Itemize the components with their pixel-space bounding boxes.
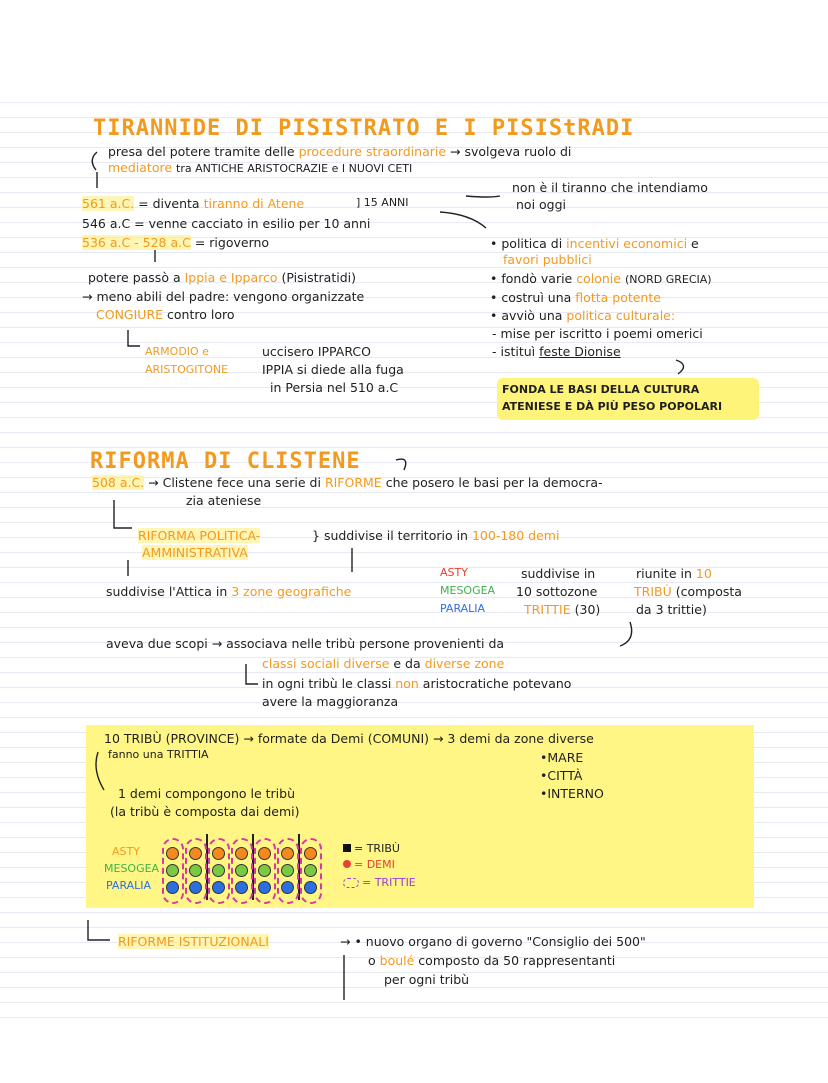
grid-label-asty: ASTY (112, 845, 140, 858)
intro-text-2: svolgeva ruolo di (464, 144, 572, 159)
classi-b: e da (393, 656, 421, 671)
date-546: 546 a.C = venne cacciato in esilio per 10 anni (82, 216, 371, 231)
bullet-4: • avviò una politica culturale: (490, 308, 676, 323)
potere-a: potere passò a (88, 270, 181, 285)
bullet-4-b: politica culturale: (566, 308, 676, 323)
zone-mare: •MARE (540, 750, 584, 765)
zone-asty: ASTY (440, 566, 468, 579)
intro-text: presa del potere tramite delle (108, 144, 295, 159)
grid-label-mesogea: MESOGEA (104, 862, 160, 875)
boule-o: o (368, 953, 376, 968)
arrow-armodio (128, 330, 140, 346)
per-ogni-tribu: per ogni tribù (384, 972, 470, 987)
not-tyrant-2: noi oggi (516, 197, 567, 212)
ceti-text: tra ANTICHE ARISTOCRAZIE e I NUOVI CETI (176, 162, 413, 175)
section1-intro-line1: presa del potere tramite delle procedure straordinarie → svolgeva ruolo di (108, 144, 572, 159)
riunite-a: riunite in (636, 566, 692, 581)
intro2-b: RIFORME (324, 475, 382, 490)
bullet-3-b: flotta potente (575, 290, 661, 305)
riunite-b: 10 (695, 566, 712, 581)
years-15-label: 15 ANNI (363, 196, 409, 209)
ogni-b: non (395, 676, 419, 691)
meno-line: → meno abili del padre: vengono organizzate (82, 289, 365, 304)
intro2-a: Clistene fece una serie di (162, 475, 321, 490)
date-561-text: = diventa (138, 196, 200, 211)
bullet-1-c: e (691, 236, 699, 251)
tribu-label: TRIBÙ (634, 584, 672, 599)
box-line2: fanno una TRITTIA (108, 748, 209, 761)
suddivise-a: suddivise il territorio in (323, 528, 468, 543)
zone-interno: •INTERNO (540, 786, 604, 801)
bullet-6-b: feste Dionise (539, 344, 621, 359)
legend-demi-label: = DEMI (354, 858, 395, 871)
bullet-2-a: fondò varie (501, 271, 573, 286)
box-line4: (la tribù è composta dai demi) (110, 804, 300, 819)
box-line1-b: → formate da Demi (COMUNI) → 3 demi da zone diverse (243, 731, 594, 746)
scopi-line: aveva due scopi → associava nelle tribù persone provenienti da (106, 636, 505, 651)
bullet-3-a: costruì una (501, 290, 572, 305)
mediatore: mediatore (108, 160, 173, 175)
bullet-6-a: - istituì (492, 344, 536, 359)
arrow-riforma (114, 500, 132, 528)
sottozone-2: 10 sottozone (516, 584, 598, 599)
callout-line2: ATENIESE E DÀ PIÙ PESO POPOLARI (502, 400, 723, 413)
boule-rest: composto da 50 rappresentanti (418, 953, 616, 968)
persia: in Persia nel 510 a.C (270, 380, 399, 395)
uccisero: uccisero IPPARCO (262, 344, 371, 359)
clistene-intro: 508 a.C. → Clistene fece una serie di RIFORME che posero le basi per la democra- (92, 475, 603, 490)
bullet-2-b: colonie (576, 271, 621, 286)
maggioranza: avere la maggioranza (262, 694, 399, 709)
congiure-a: CONGIURE (96, 307, 164, 322)
bullet-3: • costruì una flotta potente (490, 290, 661, 305)
ogni-a: in ogni tribù le classi (262, 676, 392, 691)
date-561-role: tiranno di Atene (203, 196, 305, 211)
bullet-1-d: favori pubblici (503, 252, 592, 267)
riforme-istituzionali: RIFORME ISTITUZIONALI (118, 934, 269, 949)
date-508: 508 a.C. (92, 475, 145, 490)
classi-c: diverse zone (424, 656, 505, 671)
arrow-right-1 (466, 196, 500, 197)
bullet-2: • fondò varie colonie (NORD GRECIA) (490, 271, 712, 286)
not-tyrant-1: non è il tiranno che intendiamo (512, 180, 708, 195)
arrow-scopi (620, 622, 632, 646)
grid-label-paralia: PARALIA (106, 879, 152, 892)
legend-trittie-label: = TRITTIE (362, 876, 416, 889)
congiure-b: contro loro (167, 307, 235, 322)
boule-word: boulé (379, 953, 415, 968)
arrow-right-2 (440, 212, 486, 228)
callout-line1: FONDA LE BASI DELLA CULTURA (502, 383, 700, 396)
arrow-box (96, 752, 104, 790)
intro-highlight: procedure straordinarie (298, 144, 447, 159)
ogni-c: aristocratiche potevano (422, 676, 572, 691)
zone-mesogea: MESOGEA (440, 584, 496, 597)
bullet-4-a: avviò una (501, 308, 563, 323)
trittie-count: (30) (574, 602, 601, 617)
riforma-politica-2: AMMINISTRATIVA (142, 545, 248, 560)
box-line3: 1 demi compongono le tribù (118, 786, 296, 801)
bullet-2-c: (NORD GRECIA) (624, 273, 712, 286)
riforma-politica-1: RIFORMA POLITICA- (138, 528, 261, 543)
bullet-1: • politica di incentivi economici e (490, 236, 699, 251)
arrow-intro (92, 152, 97, 170)
section1-title: TIRANNIDE DI PISISTRATO E I PISIStRADI (93, 116, 635, 141)
intro2-c: che posero le basi per la democra- (385, 475, 603, 490)
riunite-3: da 3 trittie) (636, 602, 707, 617)
potere-c: (Pisistratidi) (281, 270, 356, 285)
zone-citta: •CITTÀ (540, 768, 583, 783)
bullet-1-a: politica di (501, 236, 563, 251)
box-line1-a: 10 TRIBÙ (PROVINCE) (104, 731, 240, 746)
ippia-fuga: IPPIA si diede alla fuga (262, 362, 404, 377)
arrow-ogni (246, 664, 258, 684)
armodio: ARMODIO e (145, 345, 209, 358)
sottozone-1: suddivise in (521, 566, 596, 581)
arrow-riforme-ist (88, 920, 110, 940)
clistene-intro-2: zia ateniese (186, 493, 262, 508)
title2-squiggle (396, 459, 406, 470)
composta: (composta (675, 584, 742, 599)
date-561-label: 561 a.C. (82, 196, 135, 211)
suddivise-b: 100-180 demi (471, 528, 560, 543)
aristogitone: ARISTOGITONE (145, 363, 229, 376)
classi-a: classi sociali diverse (262, 656, 390, 671)
years-15: ] 15 ANNI (356, 196, 409, 209)
attica-a: suddivise l'Attica in (106, 584, 228, 599)
attica-b: 3 zone geografiche (231, 584, 352, 599)
legend-tribu-label: = TRIBÙ (354, 842, 400, 855)
date-536-text: = rigoverno (194, 235, 270, 250)
bullet-5: - mise per iscritto i poemi omerici (492, 326, 703, 341)
bullet-1-b: incentivi economici (566, 236, 688, 251)
date-536-label: 536 a.C - 528 a.C (82, 235, 191, 250)
arrow-callout (676, 360, 684, 374)
trittie-label: TRITTIE (524, 602, 571, 617)
potere-b: Ippia e Ipparco (184, 270, 278, 285)
consiglio-line: → • nuovo organo di governo "Consiglio dei 500" (340, 934, 646, 949)
suddivise-territorio: } suddivise il territorio in 100-180 demi (312, 528, 560, 543)
zone-paralia: PARALIA (440, 602, 486, 615)
section2-title: RIFORMA DI CLISTENE (90, 449, 361, 474)
